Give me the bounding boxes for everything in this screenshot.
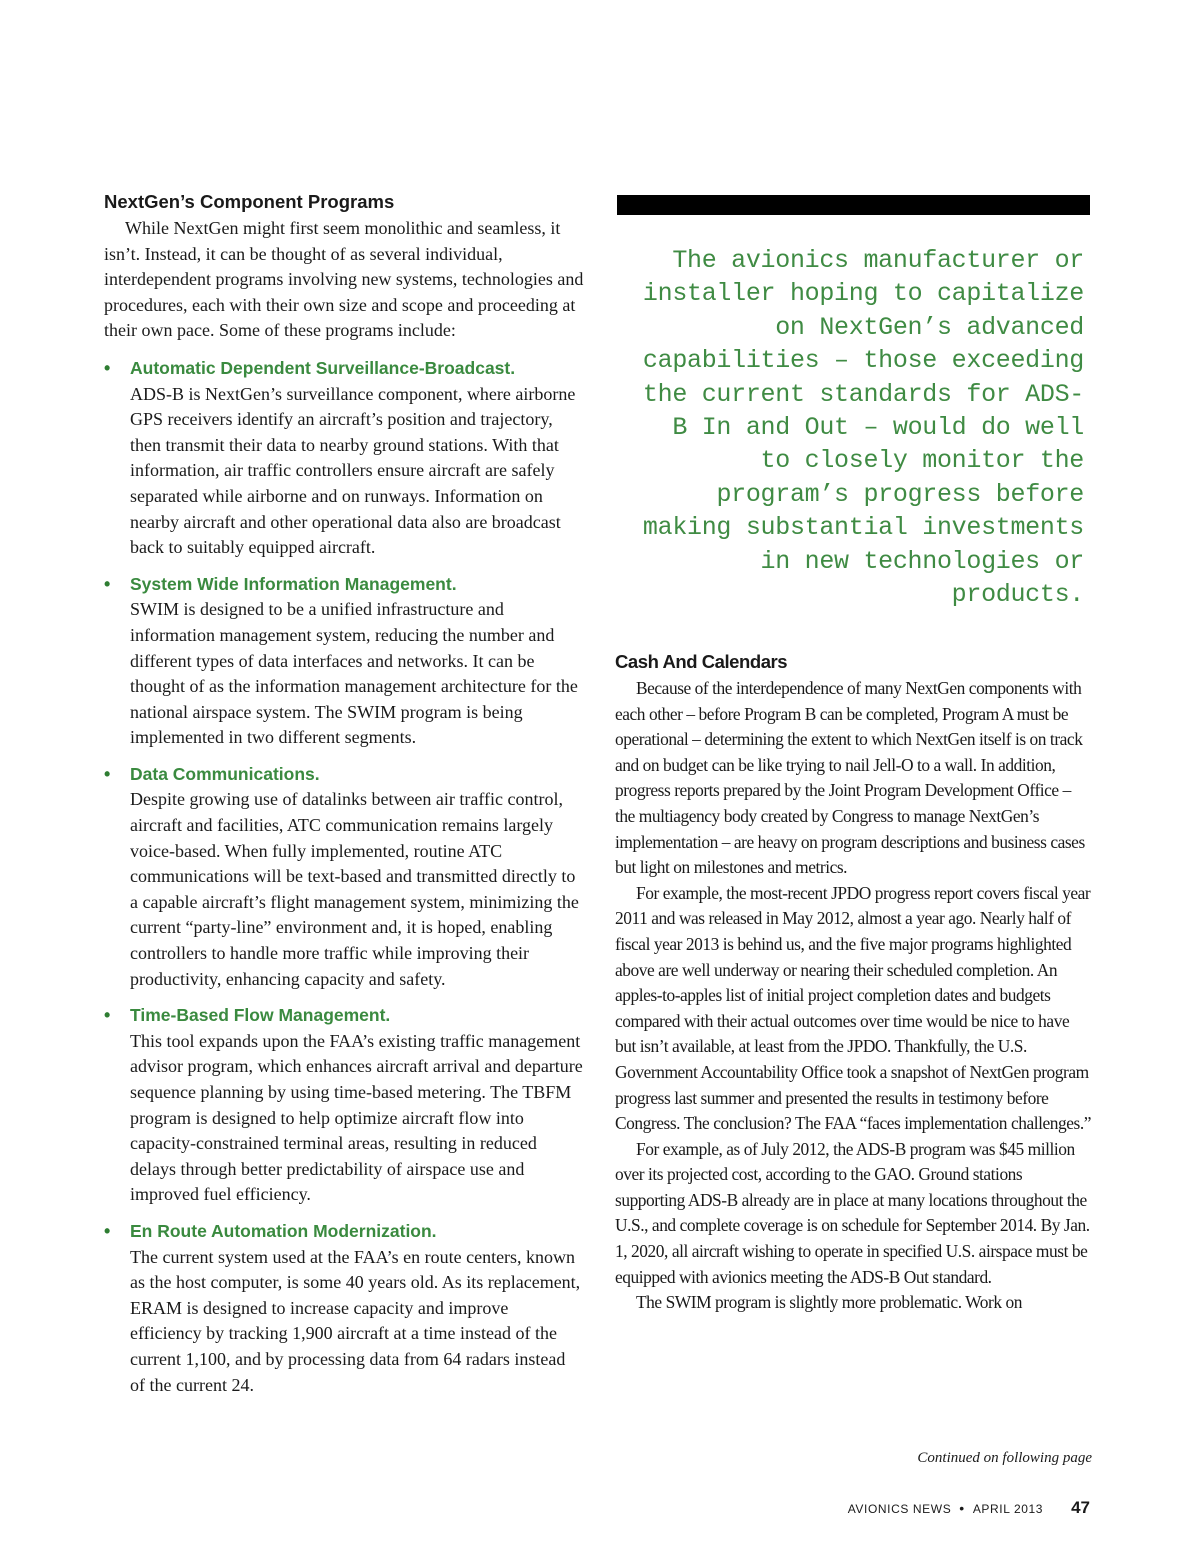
program-title: System Wide Information Management. [130,573,457,594]
list-item [104,572,584,751]
program-description: ADS-B is NextGen’s surveillance component, where airborne GPS receivers identify an aircraft’s position and trajectory, then transmit their data to nearby ground stations. With that information, air traffic controllers ensure aircraft are safely separated while airborne and on runways. Information on nearby aircraft and other operational data also are broadcast back to suitably equipped aircraft. [130,383,576,558]
bullet-icon: • [104,763,111,784]
program-description: This tool expands upon the FAA’s existing traffic management advisor program, which enhances aircraft arrival and departure sequence planning by using time-based metering. The TBFM program is designed to help optimize aircraft flow into capacity-constrained terminal areas, resulting in reduced delays through better predictability of airspace use and improved fuel efficiency. [130,1030,583,1205]
section-heading-component-programs: NextGen’s Component Programs [104,191,395,212]
pullquote-bar [617,195,1090,215]
bullet-icon: • [104,357,111,378]
footer-separator: • [959,1500,965,1516]
body-paragraph: For example, as of July 2012, the ADS-B program was $45 million over its projected cost, according to the GAO. Ground stations supporting ADS-B already are in place at many locations throughout the U.S., and complete coverage is on schedule for September 2014. By Jan. 1, 2020, all aircraft wishing to operate in specified U.S. airspace must be equipped with avionics meeting the ADS-B Out standard. [615,1138,1090,1287]
programs-list [104,356,584,1398]
program-description: The current system used at the FAA’s en route centers, known as the host computer, is some 40 years old. As its replacement, ERAM is designed to increase capacity and improve efficiency by tracking 1,900 aircraft at a time instead of the current 1,100, and by processing data from 64 radars instead of the current 24. [130,1246,581,1395]
program-title: Automatic Dependent Surveillance-Broadcast. [130,357,516,378]
list-item [104,356,584,561]
right-column [615,650,1093,1316]
list-item [104,1219,584,1398]
body-paragraph: The SWIM program is slightly more problematic. Work on [636,1292,1022,1313]
page-number: 47 [1071,1498,1090,1517]
continued-note: Continued on following page [917,1450,1092,1466]
program-description: SWIM is designed to be a unified infrastructure and information management system, reducing the number and different types of data interfaces and networks. It can be thought of as the information management architecture for the national airspace system. The SWIM program is being implemented in two different segments. [130,599,578,748]
publication-name: AVIONICS NEWS [847,1502,952,1516]
body-paragraph: For example, the most-recent JPDO progress report covers fiscal year 2011 and was released in May 2012, almost a year ago. Nearly half of fiscal year 2013 is behind us, and the five major programs highlighted above are well underway or nearing their scheduled completion. An apples-to-apples list of initial project completion dates and budgets compared with their actual outcomes over time would be nice to have but isn’t available, at least from the JPDO. Thankfully, the U.S. Government Accountability Office took a snapshot of NextGen program progress last summer and presented the results in testimony before Congress. The conclusion? The FAA “faces implementation challenges.” [615,882,1092,1134]
intro-paragraph: While NextGen might first seem monolithic and seamless, it isn’t. Instead, it can be thought of as several individual, interdependent programs involving new systems, technologies and procedures, each with their own size and scope and proceeding at their own pace. Some of these programs include: [104,218,584,341]
bullet-icon: • [104,1005,111,1026]
list-item [104,1003,584,1208]
program-title: Time-Based Flow Management. [130,1005,391,1026]
list-item [104,762,584,992]
program-title: En Route Automation Modernization. [130,1220,437,1241]
left-column [104,190,584,1409]
program-description: Despite growing use of datalinks between air traffic control, aircraft and facilities, ATC communication remains largely voice-based. When fully implemented, routine ATC communications will be text-based and transmitted directly to a capable aircraft’s flight management system, minimizing the current “party-line” environment and, it is hoped, enabling controllers to handle more traffic while improving their productivity, enhancing capacity and safety. [130,789,579,989]
page-footer [848,1498,1090,1518]
body-paragraph: Because of the interdependence of many NextGen components with each other – before Program B can be completed, Program A must be operational – determining the extent to which NextGen itself is on track and on budget can be like trying to nail Jell-O to a wall. In addition, progress reports prepared by the Joint Program Development Office – the multiagency body created by Congress to manage NextGen’s implementation – are heavy on program descriptions and business cases but light on milestones and metrics. [615,678,1085,878]
bullet-icon: • [104,1220,111,1241]
program-title: Data Communications. [130,763,320,784]
pullquote: The avionics manufacturer or installer hoping to capitalize on NextGen’s advanced capabilities – those exceeding the current standards for ADS-B In and Out – would do well to closely monitor the program’s progress before making substantial investments in new technologies or products. [642,246,1084,610]
bullet-icon: • [104,573,111,594]
issue-date: APRIL 2013 [972,1502,1044,1516]
section-heading-cash-calendars: Cash And Calendars [615,651,788,672]
